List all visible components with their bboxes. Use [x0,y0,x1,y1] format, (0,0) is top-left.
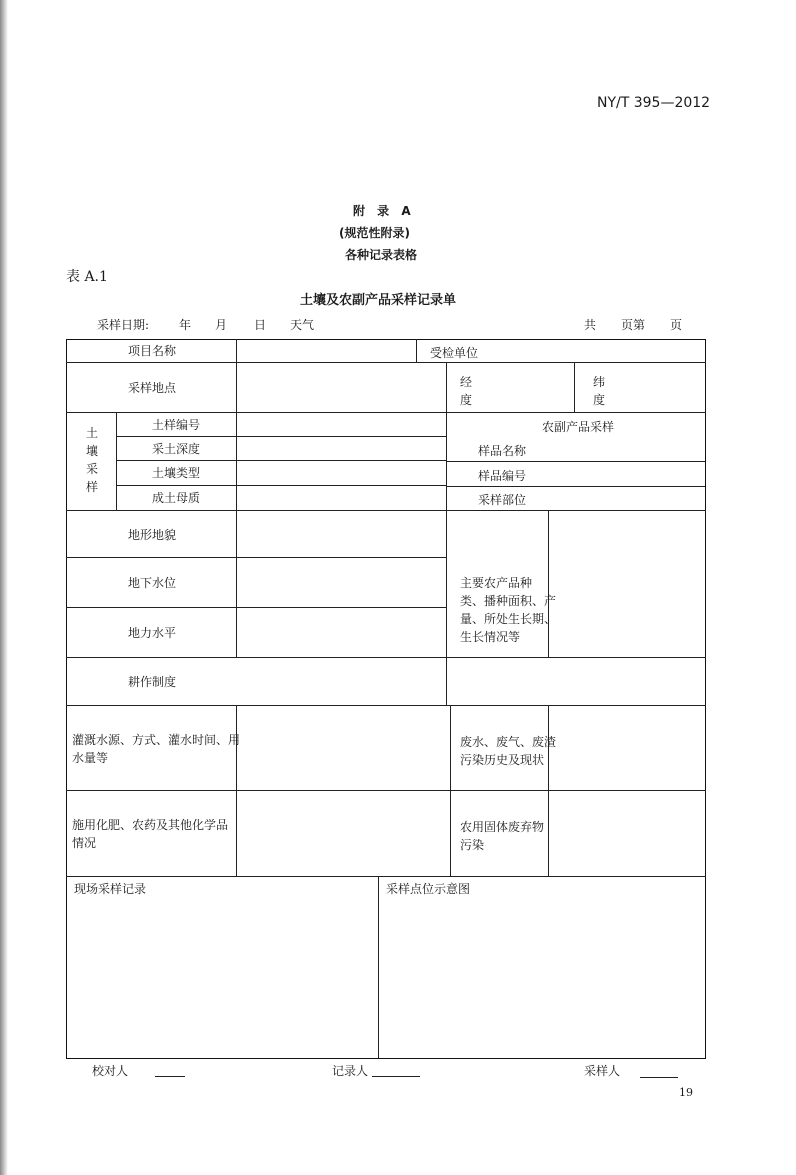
signature-recorder-label: 记录人 [332,1064,369,1078]
row-divider [66,657,706,658]
form-title: 土壤及农副产品采样记录单 [300,293,457,308]
field-farming-system: 耕作制度 [128,675,177,689]
col-divider [236,705,237,876]
row-divider [66,510,706,511]
row-divider [66,412,706,413]
row-divider [116,436,446,437]
soil-sampling-char: 采 [86,462,99,476]
signature-sampler-line[interactable] [640,1077,678,1078]
field-parent-material: 成土母质 [152,491,201,505]
date-label: 采样日期: [97,318,150,332]
field-longitude-1: 经 [460,375,473,389]
field-landform: 地形地貌 [128,528,177,542]
field-inspected-unit: 受检单位 [430,346,479,360]
col-divider [236,339,237,657]
field-fertilizer: 施用化肥、农药及其他化学品 [72,818,229,832]
field-waste: 污染历史及现状 [460,753,545,767]
field-solid-waste: 污染 [460,838,485,852]
table-label: 表 A.1 [66,269,108,285]
field-on-site-record[interactable]: 现场采样记录 [74,882,147,896]
field-solid-waste: 农用固体废弃物 [460,820,545,834]
row-divider [66,607,446,608]
field-groundwater: 地下水位 [128,576,177,590]
field-agri-product-sampling: 农副产品采样 [542,420,615,434]
col-divider [450,705,451,876]
field-main-products: 主要农产品种 [460,576,533,590]
appendix-title: 附 录 A [353,204,415,218]
signature-checker-line[interactable] [155,1076,185,1077]
field-main-products: 量、所处生长期、 [460,612,557,626]
field-main-products: 生长情况等 [460,630,521,644]
row-divider [66,876,706,877]
weather-label: 天气 [290,318,315,332]
page-total: 共 [584,318,597,332]
field-waste: 废水、废气、废渣 [460,735,557,749]
table-border-top [66,339,706,340]
field-latitude-1: 纬 [593,375,606,389]
row-divider [66,557,446,558]
col-divider [446,362,447,705]
field-irrigation: 水量等 [72,751,109,765]
table-border-left [66,339,67,1059]
field-longitude-2: 度 [460,393,473,407]
field-sample-no: 样品编号 [478,469,527,483]
field-soil-depth: 采土深度 [152,442,201,456]
row-divider [446,486,705,487]
row-divider [116,460,446,461]
appendix-type: (规范性附录) [339,226,410,240]
row-divider [66,362,706,363]
field-sampling-sketch[interactable]: 采样点位示意图 [386,882,471,896]
date-month: 月 [215,318,228,332]
row-divider [66,705,706,706]
field-fertility: 地力水平 [128,626,177,640]
field-sampling-part: 采样部位 [478,493,527,507]
field-fertilizer: 情况 [72,836,97,850]
field-latitude-2: 度 [593,393,606,407]
field-soil-type: 土壤类型 [152,466,201,480]
row-divider [116,485,446,486]
col-divider [548,705,549,876]
scan-edge-shadow [0,0,8,1175]
date-day: 日 [254,318,267,332]
table-border-bottom [66,1058,706,1059]
col-divider [416,339,417,362]
field-soil-sample-no: 土样编号 [152,418,201,432]
soil-sampling-char: 壤 [86,444,99,458]
col-divider [116,412,117,510]
signature-checker-label: 校对人 [92,1064,129,1078]
signature-sampler-label: 采样人 [584,1064,621,1078]
soil-sampling-char: 样 [86,480,99,494]
date-year: 年 [179,318,192,332]
field-irrigation: 灌溉水源、方式、灌水时间、用 [72,733,241,747]
soil-sampling-char: 土 [86,426,99,440]
page-number: 19 [679,1086,693,1099]
field-project-name: 项目名称 [128,344,177,358]
col-divider [574,362,575,412]
row-divider [66,790,706,791]
signature-recorder-line[interactable] [372,1076,420,1077]
appendix-subtitle: 各种记录表格 [345,248,418,262]
field-sampling-site: 采样地点 [128,381,177,395]
standard-code: NY/T 395—2012 [597,95,711,111]
row-divider [446,461,705,462]
field-sample-name: 样品名称 [478,444,527,458]
page-of: 页第 [621,318,646,332]
page-end: 页 [670,318,683,332]
field-main-products: 类、播种面积、产 [460,594,557,608]
col-divider [378,876,379,1058]
col-divider [548,510,549,657]
table-border-right [705,339,706,1059]
